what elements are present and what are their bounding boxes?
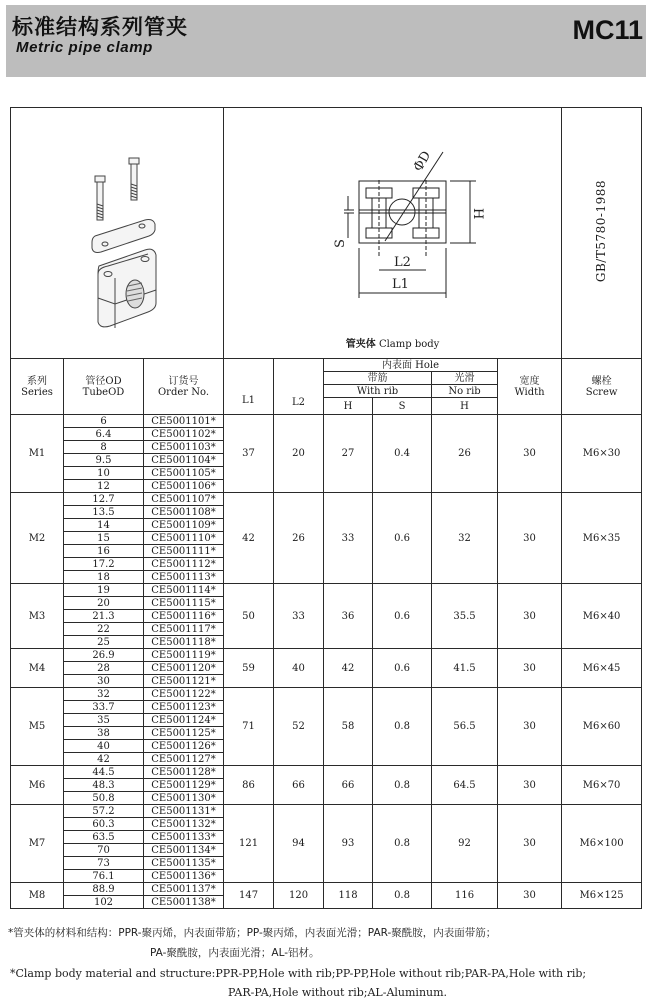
l1-cell: 50 — [224, 584, 274, 649]
screw-cell: M6×30 — [562, 415, 642, 493]
h-norib-cell: 64.5 — [432, 766, 498, 805]
width-cell: 30 — [498, 805, 562, 883]
h-norib-cell: 35.5 — [432, 584, 498, 649]
order-no-cell: CE5001107* — [144, 493, 224, 506]
width-cell: 30 — [498, 766, 562, 805]
tube-od-cell: 8 — [64, 441, 144, 454]
tube-od-cell: 44.5 — [64, 766, 144, 779]
l1-cell: 121 — [224, 805, 274, 883]
table-row — [11, 415, 642, 428]
order-no-cell: CE5001123* — [144, 701, 224, 714]
label-l1: L1 — [392, 277, 409, 292]
screw-cell: M6×125 — [562, 883, 642, 909]
tube-od-cell: 70 — [64, 844, 144, 857]
series-cell: M5 — [11, 688, 64, 766]
order-no-cell: CE5001126* — [144, 740, 224, 753]
tube-od-cell: 19 — [64, 584, 144, 597]
l2-cell: 66 — [274, 766, 324, 805]
note-cn-line2: PA-聚酰胺，内表面光滑；AL-铝材。 — [150, 947, 320, 959]
clamp-exploded-illustration — [11, 108, 224, 359]
tube-od-cell: 30 — [64, 675, 144, 688]
h-norib-cell: 92 — [432, 805, 498, 883]
caption-en: Clamp body — [378, 339, 440, 350]
screw-cell: M6×35 — [562, 493, 642, 584]
col-hole: 内表面 Hole — [324, 359, 498, 372]
table-row — [11, 688, 642, 701]
series-cell: M3 — [11, 584, 64, 649]
h-norib-cell: 56.5 — [432, 688, 498, 766]
l1-cell: 37 — [224, 415, 274, 493]
tube-od-cell: 88.9 — [64, 883, 144, 896]
series-cell: M6 — [11, 766, 64, 805]
order-no-cell: CE5001124* — [144, 714, 224, 727]
col-width: 宽度 Width — [498, 359, 562, 415]
l1-cell: 71 — [224, 688, 274, 766]
tube-od-cell: 17.2 — [64, 558, 144, 571]
h-rib-cell: 27 — [324, 415, 373, 493]
order-no-cell: CE5001117* — [144, 623, 224, 636]
l2-cell: 120 — [274, 883, 324, 909]
tube-od-cell: 16 — [64, 545, 144, 558]
tube-od-cell: 25 — [64, 636, 144, 649]
l2-cell: 52 — [274, 688, 324, 766]
screw-cell: M6×60 — [562, 688, 642, 766]
l1-cell: 147 — [224, 883, 274, 909]
title-chinese: 标准结构系列管夹 — [12, 15, 188, 39]
tube-od-cell: 42 — [64, 753, 144, 766]
l1-cell: 42 — [224, 493, 274, 584]
width-cell: 30 — [498, 883, 562, 909]
order-no-cell: CE5001125* — [144, 727, 224, 740]
series-cell: M4 — [11, 649, 64, 688]
tube-od-cell: 26.9 — [64, 649, 144, 662]
tube-od-cell: 18 — [64, 571, 144, 584]
h-rib-cell: 66 — [324, 766, 373, 805]
order-no-cell: CE5001121* — [144, 675, 224, 688]
l1-cell: 59 — [224, 649, 274, 688]
col-l1: L1 — [224, 359, 274, 415]
order-no-cell: CE5001118* — [144, 636, 224, 649]
table-row — [11, 584, 642, 597]
order-no-cell: CE5001132* — [144, 818, 224, 831]
screw-cell: M6×45 — [562, 649, 642, 688]
tube-od-cell: 13.5 — [64, 506, 144, 519]
tube-od-cell: 50.8 — [64, 792, 144, 805]
tube-od-cell: 6.4 — [64, 428, 144, 441]
tube-od-cell: 9.5 — [64, 454, 144, 467]
tube-od-cell: 73 — [64, 857, 144, 870]
table-row — [11, 805, 642, 818]
label-l2: L2 — [394, 255, 411, 270]
col-h-norib: H — [432, 398, 498, 415]
s-cell: 0.8 — [373, 883, 432, 909]
tube-od-cell: 12 — [64, 480, 144, 493]
title-banner — [6, 5, 646, 77]
order-no-cell: CE5001138* — [144, 896, 224, 909]
order-no-cell: CE5001120* — [144, 662, 224, 675]
order-no-cell: CE5001128* — [144, 766, 224, 779]
col-screw: 螺栓 Screw — [562, 359, 642, 415]
order-no-cell: CE5001113* — [144, 571, 224, 584]
order-no-cell: CE5001136* — [144, 870, 224, 883]
order-no-cell: CE5001134* — [144, 844, 224, 857]
order-no-cell: CE5001133* — [144, 831, 224, 844]
spec-table — [10, 107, 642, 909]
bolt-icon — [129, 158, 139, 200]
col-order-no: 订货号 Order No. — [144, 359, 224, 415]
l2-cell: 20 — [274, 415, 324, 493]
h-norib-cell: 26 — [432, 415, 498, 493]
col-tubeod: 管径OD TubeOD — [64, 359, 144, 415]
tube-od-cell: 32 — [64, 688, 144, 701]
figure-caption — [224, 339, 561, 350]
l2-cell: 94 — [274, 805, 324, 883]
width-cell: 30 — [498, 649, 562, 688]
tube-od-cell: 15 — [64, 532, 144, 545]
order-no-cell: CE5001101* — [144, 415, 224, 428]
screw-cell: M6×100 — [562, 805, 642, 883]
col-no-rib-en: No rib — [432, 385, 498, 398]
tube-od-cell: 38 — [64, 727, 144, 740]
tube-od-cell: 76.1 — [64, 870, 144, 883]
order-no-cell: CE5001110* — [144, 532, 224, 545]
series-cell: M8 — [11, 883, 64, 909]
h-rib-cell: 58 — [324, 688, 373, 766]
table-row — [11, 649, 642, 662]
h-rib-cell: 36 — [324, 584, 373, 649]
s-cell: 0.8 — [373, 766, 432, 805]
h-rib-cell: 42 — [324, 649, 373, 688]
order-no-cell: CE5001119* — [144, 649, 224, 662]
tube-od-cell: 35 — [64, 714, 144, 727]
label-s: S — [333, 239, 349, 248]
table-row — [11, 493, 642, 506]
order-no-cell: CE5001105* — [144, 467, 224, 480]
s-cell: 0.6 — [373, 584, 432, 649]
label-phi-d: ΦD — [410, 148, 435, 175]
tube-od-cell: 28 — [64, 662, 144, 675]
standard-cell — [562, 108, 642, 359]
tube-od-cell: 60.3 — [64, 818, 144, 831]
width-cell: 30 — [498, 688, 562, 766]
product-code: MC11 — [572, 15, 643, 45]
order-no-cell: CE5001122* — [144, 688, 224, 701]
table-row — [11, 883, 642, 896]
h-rib-cell: 33 — [324, 493, 373, 584]
series-cell: M1 — [11, 415, 64, 493]
col-l2: L2 — [274, 359, 324, 415]
table-row — [11, 766, 642, 779]
tube-od-cell: 63.5 — [64, 831, 144, 844]
s-cell: 0.6 — [373, 649, 432, 688]
l2-cell: 40 — [274, 649, 324, 688]
s-cell: 0.4 — [373, 415, 432, 493]
label-h: H — [470, 208, 486, 220]
order-no-cell: CE5001108* — [144, 506, 224, 519]
tube-od-cell: 33.7 — [64, 701, 144, 714]
screw-cell: M6×40 — [562, 584, 642, 649]
order-no-cell: CE5001109* — [144, 519, 224, 532]
col-series: 系列 Series — [11, 359, 64, 415]
clamp-assembly-icon — [11, 108, 224, 355]
s-cell: 0.8 — [373, 688, 432, 766]
note-en-line1: *Clamp body material and structure:PPR-PP,Hole with rib;PP-PP,Hole without rib;PAR-PA,Hole with rib; — [10, 967, 587, 980]
order-no-cell: CE5001102* — [144, 428, 224, 441]
tube-od-cell: 57.2 — [64, 805, 144, 818]
tube-od-cell: 22 — [64, 623, 144, 636]
col-with-rib-en: With rib — [324, 385, 432, 398]
l2-cell: 26 — [274, 493, 324, 584]
order-no-cell: CE5001129* — [144, 779, 224, 792]
note-cn-line1: *管夹体的材料和结构：PPR-聚丙烯，内表面带筋；PP-聚丙烯，内表面光滑；PAR-聚酰胺，内表面带筋； — [8, 927, 497, 939]
width-cell: 30 — [498, 493, 562, 584]
h-norib-cell: 116 — [432, 883, 498, 909]
col-h-rib: H — [324, 398, 373, 415]
order-no-cell: CE5001130* — [144, 792, 224, 805]
note-en-line2: PAR-PA,Hole without rib;AL-Aluminum. — [228, 986, 448, 999]
tube-od-cell: 20 — [64, 597, 144, 610]
order-no-cell: CE5001127* — [144, 753, 224, 766]
col-s: S — [373, 398, 432, 415]
tube-od-cell: 14 — [64, 519, 144, 532]
order-no-cell: CE5001103* — [144, 441, 224, 454]
header-row — [11, 359, 642, 372]
col-no-rib-cn: 光滑 — [432, 372, 498, 385]
order-no-cell: CE5001104* — [144, 454, 224, 467]
h-rib-cell: 93 — [324, 805, 373, 883]
tube-od-cell: 21.3 — [64, 610, 144, 623]
tube-od-cell: 6 — [64, 415, 144, 428]
series-cell: M7 — [11, 805, 64, 883]
tube-od-cell: 48.3 — [64, 779, 144, 792]
order-no-cell: CE5001106* — [144, 480, 224, 493]
l1-cell: 86 — [224, 766, 274, 805]
s-cell: 0.6 — [373, 493, 432, 584]
h-rib-cell: 118 — [324, 883, 373, 909]
tube-od-cell: 10 — [64, 467, 144, 480]
screw-cell: M6×70 — [562, 766, 642, 805]
order-no-cell: CE5001135* — [144, 857, 224, 870]
l2-cell: 33 — [274, 584, 324, 649]
figure-row — [11, 108, 642, 359]
title-english: Metric pipe clamp — [16, 39, 153, 56]
order-no-cell: CE5001137* — [144, 883, 224, 896]
tube-od-cell: 12.7 — [64, 493, 144, 506]
standard-code: GB/T5780-1988 — [594, 180, 609, 283]
s-cell: 0.8 — [373, 805, 432, 883]
order-no-cell: CE5001114* — [144, 584, 224, 597]
order-no-cell: CE5001131* — [144, 805, 224, 818]
width-cell: 30 — [498, 415, 562, 493]
dimension-diagram — [224, 108, 541, 355]
h-norib-cell: 32 — [432, 493, 498, 584]
clamp-dimension-drawing — [224, 108, 562, 359]
order-no-cell: CE5001116* — [144, 610, 224, 623]
order-no-cell: CE5001115* — [144, 597, 224, 610]
bolt-icon — [95, 176, 105, 220]
tube-od-cell: 40 — [64, 740, 144, 753]
col-with-rib-cn: 带筋 — [324, 372, 432, 385]
caption-cn: 管夹体 — [345, 339, 376, 350]
order-no-cell: CE5001111* — [144, 545, 224, 558]
width-cell: 30 — [498, 584, 562, 649]
cover-plate-icon — [92, 220, 155, 253]
h-norib-cell: 41.5 — [432, 649, 498, 688]
series-cell: M2 — [11, 493, 64, 584]
tube-od-cell: 102 — [64, 896, 144, 909]
order-no-cell: CE5001112* — [144, 558, 224, 571]
